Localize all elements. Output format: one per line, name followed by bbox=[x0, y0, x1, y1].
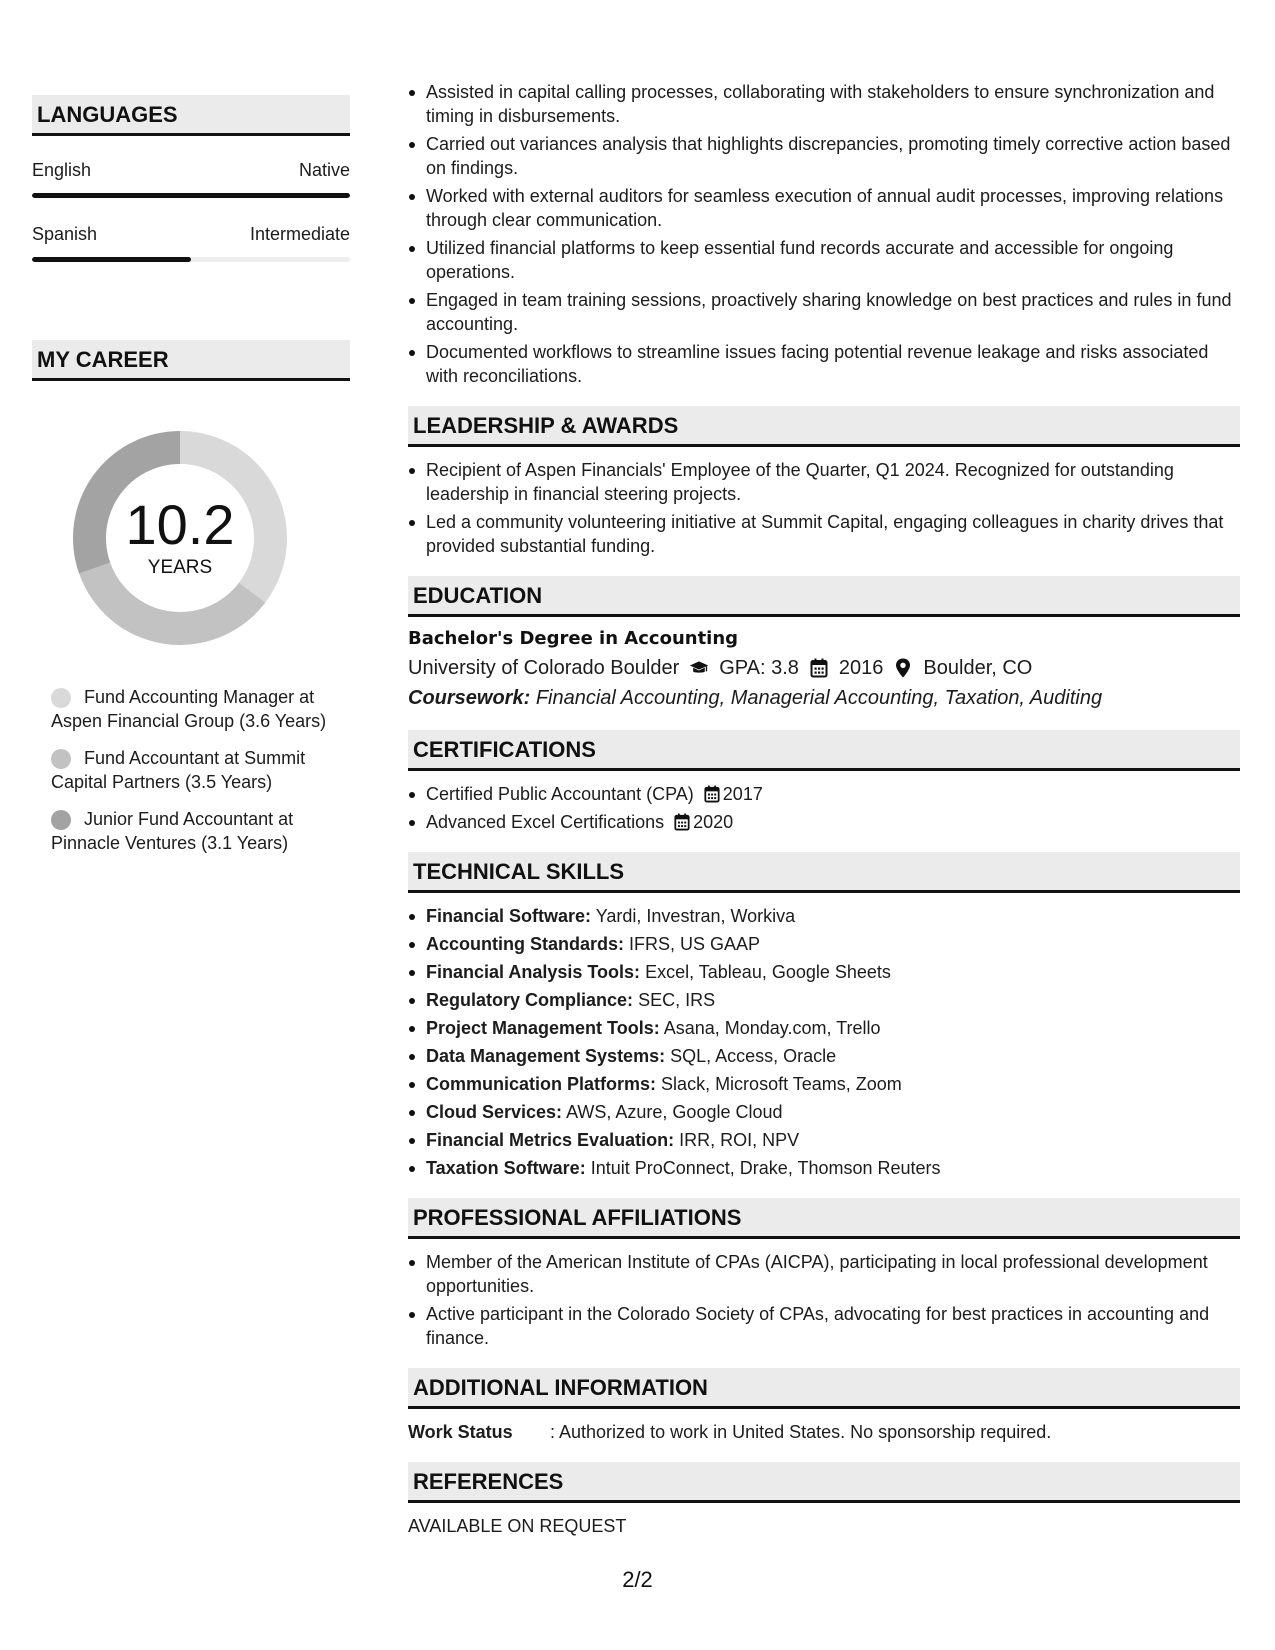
list-item bbox=[426, 782, 1240, 806]
section-heading: TECHNICAL SKILLS bbox=[408, 852, 1240, 893]
list-item bbox=[426, 1100, 1240, 1124]
list-item: Carried out variances analysis that highlights discrepancies, promoting timely corrective action based on findings. bbox=[426, 132, 1240, 180]
skill-category: Project Management Tools: bbox=[426, 1018, 660, 1038]
skill-category: Data Management Systems: bbox=[426, 1046, 666, 1066]
list-item bbox=[426, 1128, 1240, 1152]
list-item: Utilized financial platforms to keep essential fund records accurate and accessible for ongoing operations. bbox=[426, 236, 1240, 284]
skill-values: Intuit ProConnect, Drake, Thomson Reuters bbox=[590, 1158, 941, 1178]
list-item bbox=[426, 810, 1240, 834]
skill-category: Regulatory Compliance: bbox=[426, 990, 634, 1010]
career-legend bbox=[51, 685, 331, 855]
total-years-value: 10.2 bbox=[125, 493, 235, 556]
list-item bbox=[426, 932, 1240, 956]
calendar-icon bbox=[674, 813, 690, 831]
languages-heading: LANGUAGES bbox=[32, 95, 350, 136]
career-role-text: Fund Accounting Manager at Aspen Financial Group (3.6 Years) bbox=[51, 687, 327, 731]
language-spanish bbox=[32, 222, 350, 262]
references-text: AVAILABLE ON REQUEST bbox=[408, 1516, 627, 1536]
coursework bbox=[408, 684, 1240, 712]
career-role-text: Junior Fund Accountant at Pinnacle Ventures (3.1 Years) bbox=[51, 809, 294, 853]
skill-category: Financial Metrics Evaluation: bbox=[426, 1130, 675, 1150]
location-pin-icon bbox=[893, 658, 913, 678]
list-item bbox=[426, 988, 1240, 1012]
language-level: Intermediate bbox=[249, 224, 350, 244]
technical-skills-section bbox=[408, 852, 1240, 1180]
graduation-year: 2016 bbox=[838, 657, 884, 679]
career-donut-chart bbox=[65, 423, 295, 653]
calendar-icon bbox=[809, 658, 829, 678]
certification-name: Certified Public Accountant (CPA) bbox=[426, 784, 694, 804]
skill-values: Yardi, Investran, Workiva bbox=[595, 906, 796, 926]
list-item bbox=[426, 1072, 1240, 1096]
list-item: Engaged in team training sessions, proactively sharing knowledge on best practices and rules in fund accounting. bbox=[426, 288, 1240, 336]
leadership-section bbox=[408, 406, 1240, 558]
section-heading: EDUCATION bbox=[408, 576, 1240, 617]
skill-category: Cloud Services: bbox=[426, 1102, 563, 1122]
sidebar bbox=[32, 95, 350, 868]
skill-category: Accounting Standards: bbox=[426, 934, 625, 954]
experience-bullets bbox=[408, 80, 1240, 388]
language-english bbox=[32, 158, 350, 198]
page-number: 2/2 bbox=[622, 1567, 653, 1592]
certifications-section bbox=[408, 730, 1240, 834]
language-level: Native bbox=[298, 160, 350, 180]
certification-year: 2017 bbox=[722, 784, 763, 804]
list-item: Documented workflows to streamline issues facing potential revenue leakage and risks associated with reconciliations. bbox=[426, 340, 1240, 388]
career-legend-item bbox=[51, 685, 331, 733]
career-role-text: Fund Accountant at Summit Capital Partners (3.5 Years) bbox=[51, 748, 306, 792]
list-item: Active participant in the Colorado Society of CPAs, advocating for best practices in accounting and finance. bbox=[426, 1302, 1240, 1350]
additional-info-section bbox=[408, 1368, 1240, 1444]
list-item: Member of the American Institute of CPAs (AICPA), participating in local professional development opportunities. bbox=[426, 1250, 1240, 1298]
skill-values: SEC, IRS bbox=[638, 990, 716, 1010]
list-item bbox=[426, 960, 1240, 984]
skill-category: Taxation Software: bbox=[426, 1158, 586, 1178]
gpa: GPA: 3.8 bbox=[719, 657, 799, 679]
language-proficiency-bar bbox=[32, 257, 350, 262]
affiliations-section bbox=[408, 1198, 1240, 1350]
section-heading: PROFESSIONAL AFFILIATIONS bbox=[408, 1198, 1240, 1239]
calendar-icon bbox=[704, 785, 720, 803]
career-legend-item bbox=[51, 807, 331, 855]
skill-values: AWS, Azure, Google Cloud bbox=[566, 1102, 783, 1122]
skill-category: Financial Software: bbox=[426, 906, 592, 926]
career-legend-item bbox=[51, 746, 331, 794]
work-status-value: : Authorized to work in United States. No sponsorship required. bbox=[550, 1422, 1052, 1442]
school-name: University of Colorado Boulder bbox=[408, 657, 680, 679]
skill-values: IFRS, US GAAP bbox=[629, 934, 761, 954]
skill-values: Asana, Monday.com, Trello bbox=[663, 1018, 881, 1038]
legend-dot-icon bbox=[51, 749, 71, 769]
skill-values: SQL, Access, Oracle bbox=[670, 1046, 837, 1066]
skill-category: Communication Platforms: bbox=[426, 1074, 657, 1094]
coursework-list: Financial Accounting, Managerial Accounting, Taxation, Auditing bbox=[535, 687, 1103, 709]
section-heading: REFERENCES bbox=[408, 1462, 1240, 1503]
list-item: Recipient of Aspen Financials' Employee of the Quarter, Q1 2024. Recognized for outstanding leadership in financial steering projects. bbox=[426, 458, 1240, 506]
language-name: English bbox=[32, 160, 92, 180]
legend-dot-icon bbox=[51, 810, 71, 830]
work-status-row bbox=[408, 1420, 1240, 1444]
skills-list bbox=[408, 904, 1240, 1180]
section-heading: LEADERSHIP & AWARDS bbox=[408, 406, 1240, 447]
coursework-label: Coursework: bbox=[408, 687, 531, 709]
list-item: Assisted in capital calling processes, collaborating with stakeholders to ensure synchronization and timing in disbursements. bbox=[426, 80, 1240, 128]
degree-title: Bachelor's Degree in Accounting bbox=[408, 628, 739, 649]
section-heading: CERTIFICATIONS bbox=[408, 730, 1240, 771]
career-heading: MY CAREER bbox=[32, 340, 350, 381]
education-details bbox=[408, 652, 1240, 684]
language-proficiency-fill bbox=[32, 257, 191, 262]
skill-values: Excel, Tableau, Google Sheets bbox=[645, 962, 891, 982]
list-item bbox=[426, 1016, 1240, 1040]
education-section bbox=[408, 576, 1240, 712]
graduation-cap-icon bbox=[689, 658, 709, 678]
work-status-label: Work Status bbox=[408, 1422, 513, 1442]
certification-year: 2020 bbox=[693, 812, 734, 832]
list-item: Led a community volunteering initiative at Summit Capital, engaging colleagues in charity drives that provided substantial funding. bbox=[426, 510, 1240, 558]
language-proficiency-fill bbox=[32, 193, 350, 198]
list-item: Worked with external auditors for seamless execution of annual audit processes, improving relations through clear communication. bbox=[426, 184, 1240, 232]
list-item bbox=[426, 904, 1240, 928]
main-content bbox=[408, 80, 1240, 1538]
language-proficiency-bar bbox=[32, 193, 350, 198]
language-name: Spanish bbox=[32, 224, 98, 244]
references-section bbox=[408, 1462, 1240, 1538]
legend-dot-icon bbox=[51, 688, 71, 708]
section-heading: ADDITIONAL INFORMATION bbox=[408, 1368, 1240, 1409]
list-item bbox=[426, 1044, 1240, 1068]
school-location: Boulder, CO bbox=[923, 657, 1033, 679]
skill-category: Financial Analysis Tools: bbox=[426, 962, 641, 982]
total-years-unit: YEARS bbox=[147, 557, 213, 578]
donut-center bbox=[65, 495, 295, 581]
certification-name: Advanced Excel Certifications bbox=[426, 812, 665, 832]
skill-values: Slack, Microsoft Teams, Zoom bbox=[661, 1074, 902, 1094]
skill-values: IRR, ROI, NPV bbox=[679, 1130, 800, 1150]
list-item bbox=[426, 1156, 1240, 1180]
